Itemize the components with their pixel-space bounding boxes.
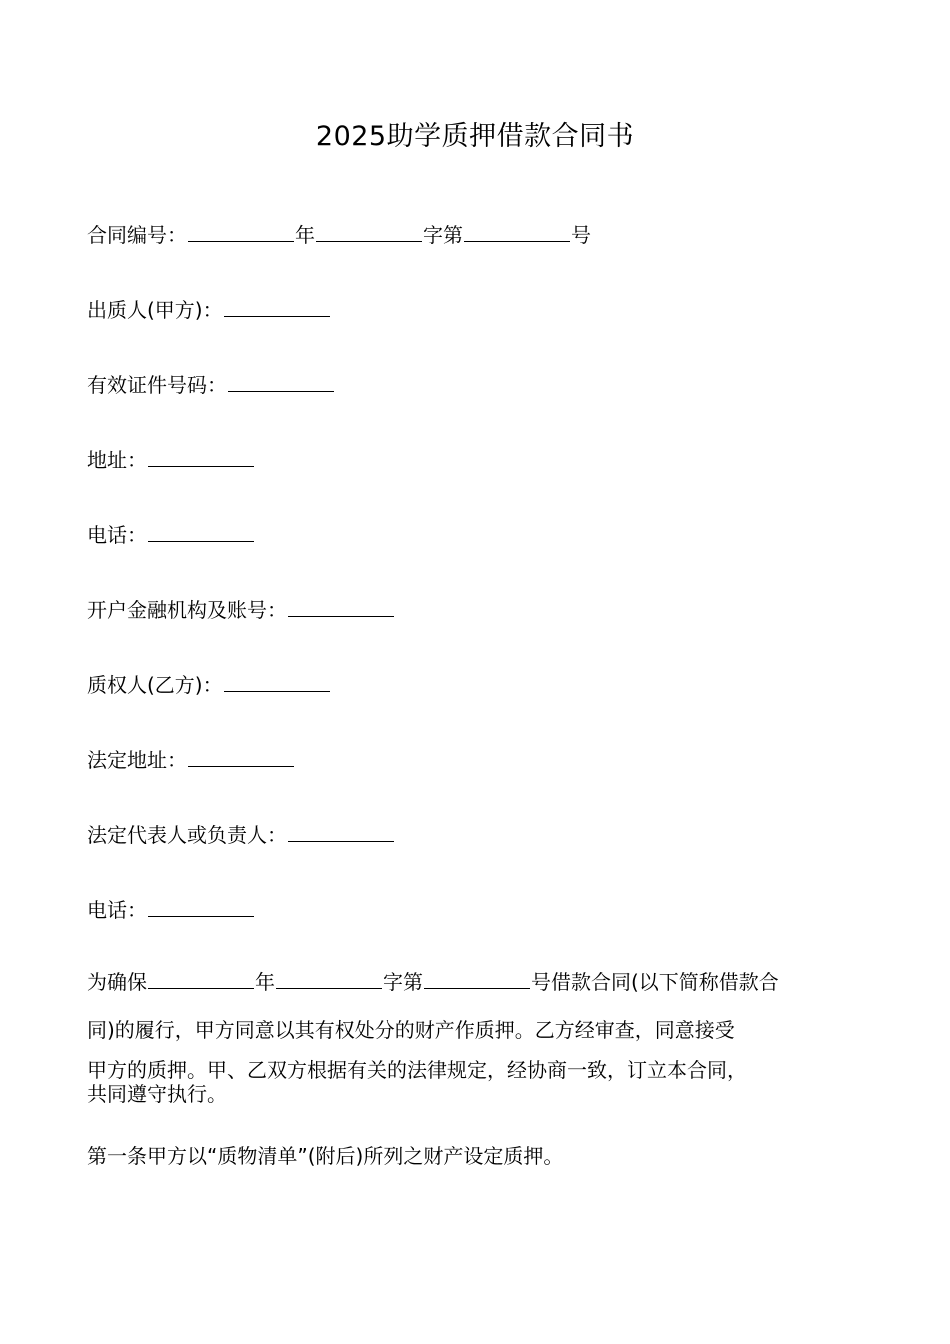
phone-label-b: 电话： <box>87 898 147 922</box>
intro-part-3: 字第 <box>383 970 423 994</box>
contract-number-blank-2 <box>316 222 422 242</box>
contract-number-word-label: 字第 <box>423 223 463 247</box>
contract-number-year-label: 年 <box>295 223 315 247</box>
intro-part-4: 号借款合同(以下简称借款合 <box>531 970 779 994</box>
article-1: 第一条甲方以“质物清单”(附后)所列之财产设定质押。 <box>87 1144 564 1168</box>
legal-rep-field <box>87 821 395 849</box>
contract-number-field <box>87 221 591 249</box>
phone-field-b <box>87 896 255 924</box>
intro-blank-1 <box>148 969 254 989</box>
phone-blank-a <box>148 522 254 542</box>
intro-line-3: 甲方的质押。甲、乙双方根据有关的法律规定，经协商一致，订立本合同， <box>87 1058 747 1082</box>
pledgor-field <box>87 296 331 324</box>
bank-account-label: 开户金融机构及账号： <box>87 598 287 622</box>
pledgee-field <box>87 671 331 699</box>
intro-part-2: 年 <box>255 970 275 994</box>
intro-paragraph <box>87 968 877 1108</box>
bank-account-field <box>87 596 395 624</box>
phone-field-a <box>87 521 255 549</box>
pledgor-blank <box>224 297 330 317</box>
legal-rep-label: 法定代表人或负责人： <box>87 823 287 847</box>
contract-number-blank-3 <box>464 222 570 242</box>
legal-rep-blank <box>288 822 394 842</box>
address-label: 地址： <box>87 448 147 472</box>
pledgor-label: 出质人(甲方)： <box>87 298 223 322</box>
intro-line-4: 共同遵守执行。 <box>87 1082 227 1106</box>
contract-number-label: 合同编号： <box>87 223 187 247</box>
phone-blank-b <box>148 897 254 917</box>
address-blank <box>148 447 254 467</box>
legal-address-label: 法定地址： <box>87 748 187 772</box>
id-number-field <box>87 371 335 399</box>
legal-address-field <box>87 746 295 774</box>
intro-blank-2 <box>276 969 382 989</box>
pledgee-label: 质权人(乙方)： <box>87 673 223 697</box>
id-number-blank <box>228 372 334 392</box>
intro-line-1 <box>87 968 877 1016</box>
contract-number-blank-1 <box>188 222 294 242</box>
document-title: 2025助学质押借款合同书 <box>315 121 635 152</box>
pledgee-blank <box>224 672 330 692</box>
address-field <box>87 446 255 474</box>
bank-account-blank <box>288 597 394 617</box>
phone-label-a: 电话： <box>87 523 147 547</box>
intro-part-1: 为确保 <box>87 970 147 994</box>
contract-number-suffix-label: 号 <box>571 223 591 247</box>
id-number-label: 有效证件号码： <box>87 373 227 397</box>
legal-address-blank <box>188 747 294 767</box>
intro-line-2: 同)的履行，甲方同意以其有权处分的财产作质押。乙方经审查，同意接受 <box>87 1018 735 1042</box>
intro-blank-3 <box>424 969 530 989</box>
